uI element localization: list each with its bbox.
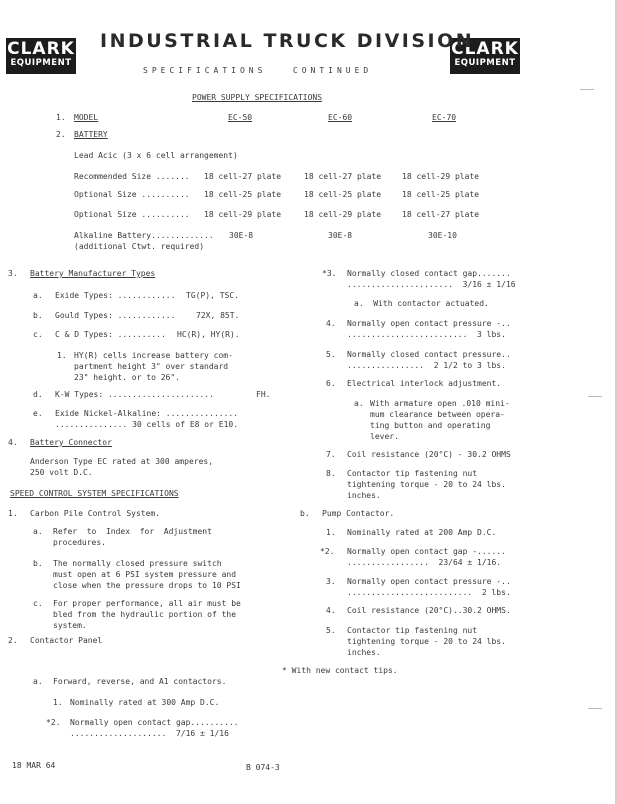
alkaline-cell: 30E-8	[229, 231, 254, 240]
type-value: TG(P), TSC.	[186, 291, 239, 300]
spec-line: Normally closed contact pressure..	[347, 350, 511, 359]
note-line: HY(R) cells increase battery com-	[74, 351, 233, 360]
margin-mark	[580, 89, 594, 90]
spec-subline: lever.	[370, 432, 399, 441]
alkaline-cell: 30E-8	[328, 231, 353, 240]
spec-line: ................. 23/64 ± 1/16.	[347, 558, 502, 567]
item-number: 3.	[8, 269, 18, 278]
margin-mark	[588, 396, 602, 397]
margin-mark	[588, 708, 602, 709]
battery-cell: 18 cell-29 plate	[402, 172, 480, 181]
alkaline-note: (additional Ctwt. required)	[74, 242, 205, 251]
para-line: Normally open contact gap..........	[70, 718, 239, 727]
item-number: 4.	[8, 438, 18, 447]
type-value: 72X, 85T.	[196, 311, 240, 320]
spec-subline: a. With contactor actuated.	[354, 299, 489, 308]
model-col-3: EC-70	[432, 113, 457, 122]
battery-cell: 18 cell-25 plate	[304, 190, 382, 199]
clark-logo-right: CLARK EQUIPMENT	[450, 38, 520, 74]
spec-line: Normally closed contact gap.......	[347, 269, 511, 278]
battery-row-label: Recommended Size .......	[74, 172, 190, 181]
spec-line: .......................... 2 lbs.	[347, 588, 511, 597]
list-letter: b.	[33, 311, 43, 320]
spec-line: Coil resistance (20°C)..30.2 OHMS.	[347, 606, 511, 615]
spec-line: Coil resistance (20°C) - 30.2 OHMS	[347, 450, 511, 459]
note-line: 23" height. or to 26".	[74, 373, 180, 382]
clark-logo-left: CLARK EQUIPMENT	[6, 38, 76, 74]
division-title: INDUSTRIAL TRUCK DIVISION	[100, 30, 475, 52]
item-number: 2.	[56, 130, 66, 139]
spec-line: Normally open contact pressure -..	[347, 577, 511, 586]
battery-cell: 18 cell-25 plate	[204, 190, 282, 199]
spec-line: inches.	[347, 648, 381, 657]
type-label: Gould Types: ............	[55, 311, 176, 320]
connector-line: 250 volt D.C.	[30, 468, 93, 477]
item-number: 1.	[56, 113, 66, 122]
header-subtitle: SPECIFICATIONS CONTINUED	[143, 66, 373, 75]
spec-line: Electrical interlock adjustment.	[347, 379, 502, 388]
item-number: 4.	[326, 606, 336, 615]
battery-cell: 18 cell-29 plate	[304, 210, 382, 219]
list-letter: c.	[33, 599, 43, 608]
battery-cell: 18 cell-29 plate	[204, 210, 282, 219]
spec-line: Normally open contact pressure -..	[347, 319, 511, 328]
para-line: Forward, reverse, and A1 contactors.	[53, 677, 227, 686]
footer-date: 18 MAR 64	[12, 761, 56, 770]
spec-line: Nominally rated at 200 Amp D.C.	[347, 528, 497, 537]
spec-line: tightening torque - 20 to 24 lbs.	[347, 480, 506, 489]
battery-cell: 18 cell-25 plate	[402, 190, 480, 199]
para-line: For proper performance, all air must be	[53, 599, 241, 608]
list-number: 1.	[53, 698, 63, 707]
type-value: HC(R), HY(R).	[177, 330, 240, 339]
para-line: system.	[53, 621, 87, 630]
footnote: * With new contact tips.	[282, 666, 398, 675]
battery-label: BATTERY	[74, 130, 108, 139]
manufacturer-types-title: Battery Manufacturer Types	[30, 269, 156, 278]
para-line: Refer to Index for Adjustment	[53, 527, 212, 536]
item-number: 4.	[326, 319, 336, 328]
para-line: .................... 7/16 ± 1/16	[70, 729, 229, 738]
alkaline-cell: 30E-10	[428, 231, 457, 240]
type-value: FH.	[256, 390, 271, 399]
para-line: must open at 6 PSI system pressure and	[53, 570, 237, 579]
list-letter: b.	[300, 509, 310, 518]
para-line: procedures.	[53, 538, 106, 547]
item-number: 5.	[326, 350, 336, 359]
list-letter: a.	[33, 527, 43, 536]
item-number: 3.	[326, 577, 336, 586]
item-number: 8.	[326, 469, 336, 478]
item-number: *3.	[322, 269, 337, 278]
list-number: *2.	[46, 718, 61, 727]
section-title: POWER SUPPLY SPECIFICATIONS	[192, 93, 323, 102]
item-number: 7.	[326, 450, 336, 459]
alkaline-label: Alkaline Battery.............	[74, 231, 214, 240]
para-line: close when the pressure drops to 10 PSI	[53, 581, 241, 590]
battery-cell: 18 cell-27 plate	[204, 172, 282, 181]
lead-acid-text: Lead Acic (3 x 6 cell arrangement)	[74, 151, 238, 160]
type-label: Exide Nickel-Alkaline: ...............	[55, 409, 239, 418]
model-col-2: EC-60	[328, 113, 353, 122]
spec-line: Contactor tip fastening nut	[347, 469, 478, 478]
connector-line: Anderson Type EC rated at 300 amperes,	[30, 457, 214, 466]
pump-contactor-title: Pump Contactor.	[322, 509, 395, 518]
battery-connector-title: Battery Connector	[30, 438, 112, 447]
type-label: Exide Types: ............	[55, 291, 176, 300]
para-line: bled from the hydraulic portion of the	[53, 610, 237, 619]
list-letter: a.	[33, 291, 43, 300]
model-col-1: EC-50	[228, 113, 253, 122]
battery-row-label: Optional Size ..........	[74, 190, 190, 199]
type-label: C & D Types: ..........	[55, 330, 166, 339]
note-number: 1.	[57, 351, 67, 360]
list-letter: c.	[33, 330, 43, 339]
model-label: MODEL	[74, 113, 99, 122]
item-number: 1.	[8, 509, 18, 518]
item-number: 2.	[8, 636, 18, 645]
spec-line: tightening torque - 20 to 24 lbs.	[347, 637, 506, 646]
note-line: partment height 3" over standard	[74, 362, 229, 371]
battery-row-label: Optional Size ..........	[74, 210, 190, 219]
list-letter: e.	[33, 409, 43, 418]
item-number: *2.	[320, 547, 335, 556]
type-label: ............... 30 cells of E8 or E10.	[55, 420, 239, 429]
battery-cell: 18 cell-27 plate	[402, 210, 480, 219]
spec-subline: mum clearance between opera-	[370, 410, 505, 419]
spec-line: ......................... 3 lbs.	[347, 330, 506, 339]
spec-subline: ting button and operating	[370, 421, 491, 430]
carbon-pile-title: Carbon Pile Control System.	[30, 509, 161, 518]
list-letter: d.	[33, 390, 43, 399]
item-number: 1.	[326, 528, 336, 537]
spec-subline: With armature open .010 mini-	[370, 399, 510, 408]
footer-code: B 074-3	[246, 763, 280, 772]
list-letter: a.	[33, 677, 43, 686]
list-letter: a.	[354, 399, 364, 408]
type-label: K-W Types: ......................	[55, 390, 214, 399]
battery-cell: 18 cell-27 plate	[304, 172, 382, 181]
spec-line: Contactor tip fastening nut	[347, 626, 478, 635]
speed-control-title: SPEED CONTROL SYSTEM SPECIFICATIONS	[10, 489, 179, 498]
spec-line: inches.	[347, 491, 381, 500]
spec-line: ...................... 3/16 ± 1/16	[347, 280, 516, 289]
list-letter: b.	[33, 559, 43, 568]
spec-line: ................ 2 1/2 to 3 lbs.	[347, 361, 506, 370]
spec-line: Normally open contact gap -......	[347, 547, 506, 556]
item-number: 6.	[326, 379, 336, 388]
item-number: 5.	[326, 626, 336, 635]
para-line: Nominally rated at 300 Amp D.C.	[70, 698, 220, 707]
para-line: The normally closed pressure switch	[53, 559, 222, 568]
contactor-panel-title: Contactor Panel	[30, 636, 103, 645]
